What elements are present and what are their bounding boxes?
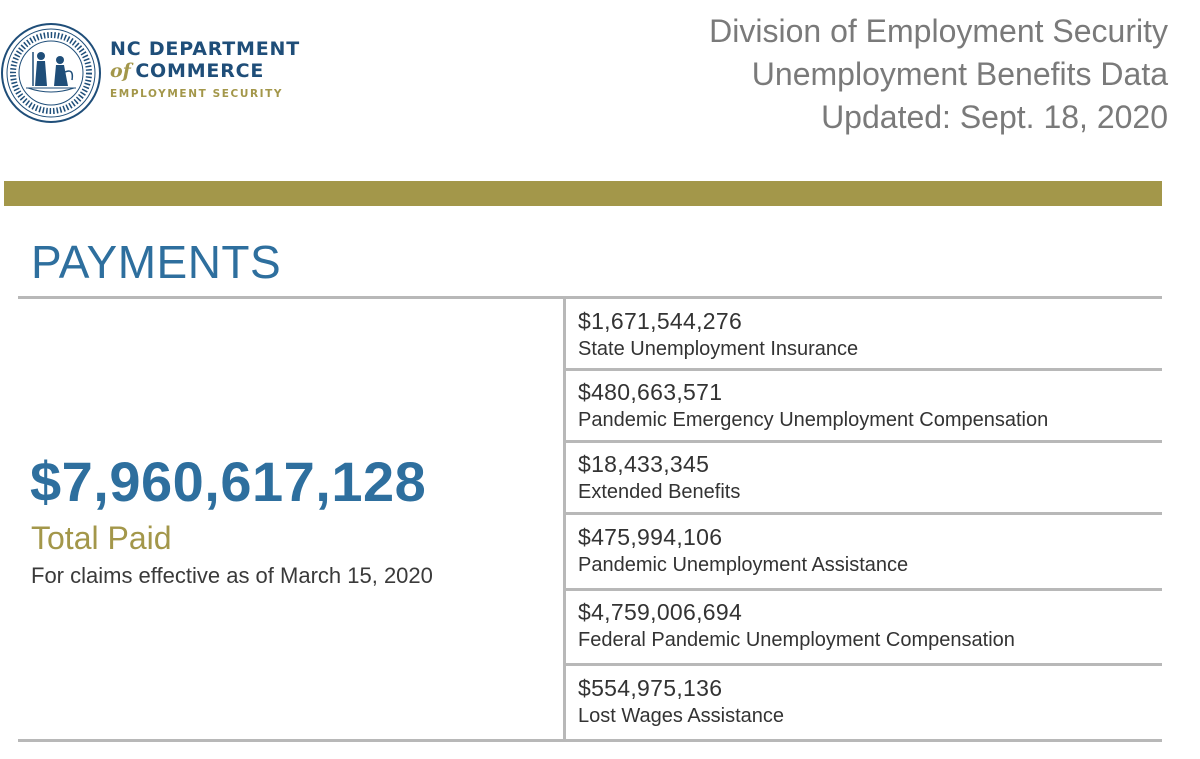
row-divider [563,588,1162,591]
payment-row-pua [578,523,908,578]
payment-row-peuc [578,378,1048,433]
table-bottom-rule [18,739,1162,742]
header-info [709,10,1168,139]
header-updated-date: Updated: Sept. 18, 2020 [821,99,1168,135]
payment-label: Lost Wages Assistance [578,705,785,727]
logo-wordmark [110,38,300,102]
payment-amount: $480,663,571 [578,379,723,405]
payment-label: Pandemic Emergency Unemployment Compensation [578,409,1049,431]
payment-label: State Unemployment Insurance [578,338,859,360]
header-division: Division of Employment Security [709,13,1168,49]
payment-amount: $1,671,544,276 [578,308,743,334]
payment-row-extended-benefits [578,450,740,505]
row-divider [563,512,1162,515]
row-divider [563,440,1162,443]
payment-row-lwa [578,674,784,729]
payment-amount: $18,433,345 [578,451,710,477]
nc-commerce-logo [0,22,310,124]
logo-commerce-text: COMMERCE [135,60,265,82]
payment-amount: $4,759,006,694 [578,599,743,625]
table-top-rule [18,296,1162,299]
payment-row-fpuc [578,598,1015,653]
section-title: PAYMENTS [31,236,282,288]
payment-amount: $475,994,106 [578,524,723,550]
total-paid-amount: $7,960,617,128 [30,450,427,513]
table-column-divider [563,296,566,742]
payment-label: Extended Benefits [578,481,741,503]
logo-department-text: NC DEPARTMENT [110,38,300,60]
total-paid-note: For claims effective as of March 15, 2020 [31,563,433,588]
header-divider-band [4,181,1162,206]
nc-state-seal-icon [0,22,102,124]
logo-of-text: of [110,60,131,82]
payment-label: Pandemic Unemployment Assistance [578,554,909,576]
row-divider [563,663,1162,666]
logo-employment-security-text: EMPLOYMENT SECURITY [110,88,284,100]
payment-row-state-ui [578,307,858,362]
total-paid-label: Total Paid [31,520,172,556]
row-divider [563,368,1162,371]
logo-commerce-line [110,60,300,84]
payment-label: Federal Pandemic Unemployment Compensation [578,629,1015,651]
payment-amount: $554,975,136 [578,675,723,701]
header-report-title: Unemployment Benefits Data [751,56,1168,92]
